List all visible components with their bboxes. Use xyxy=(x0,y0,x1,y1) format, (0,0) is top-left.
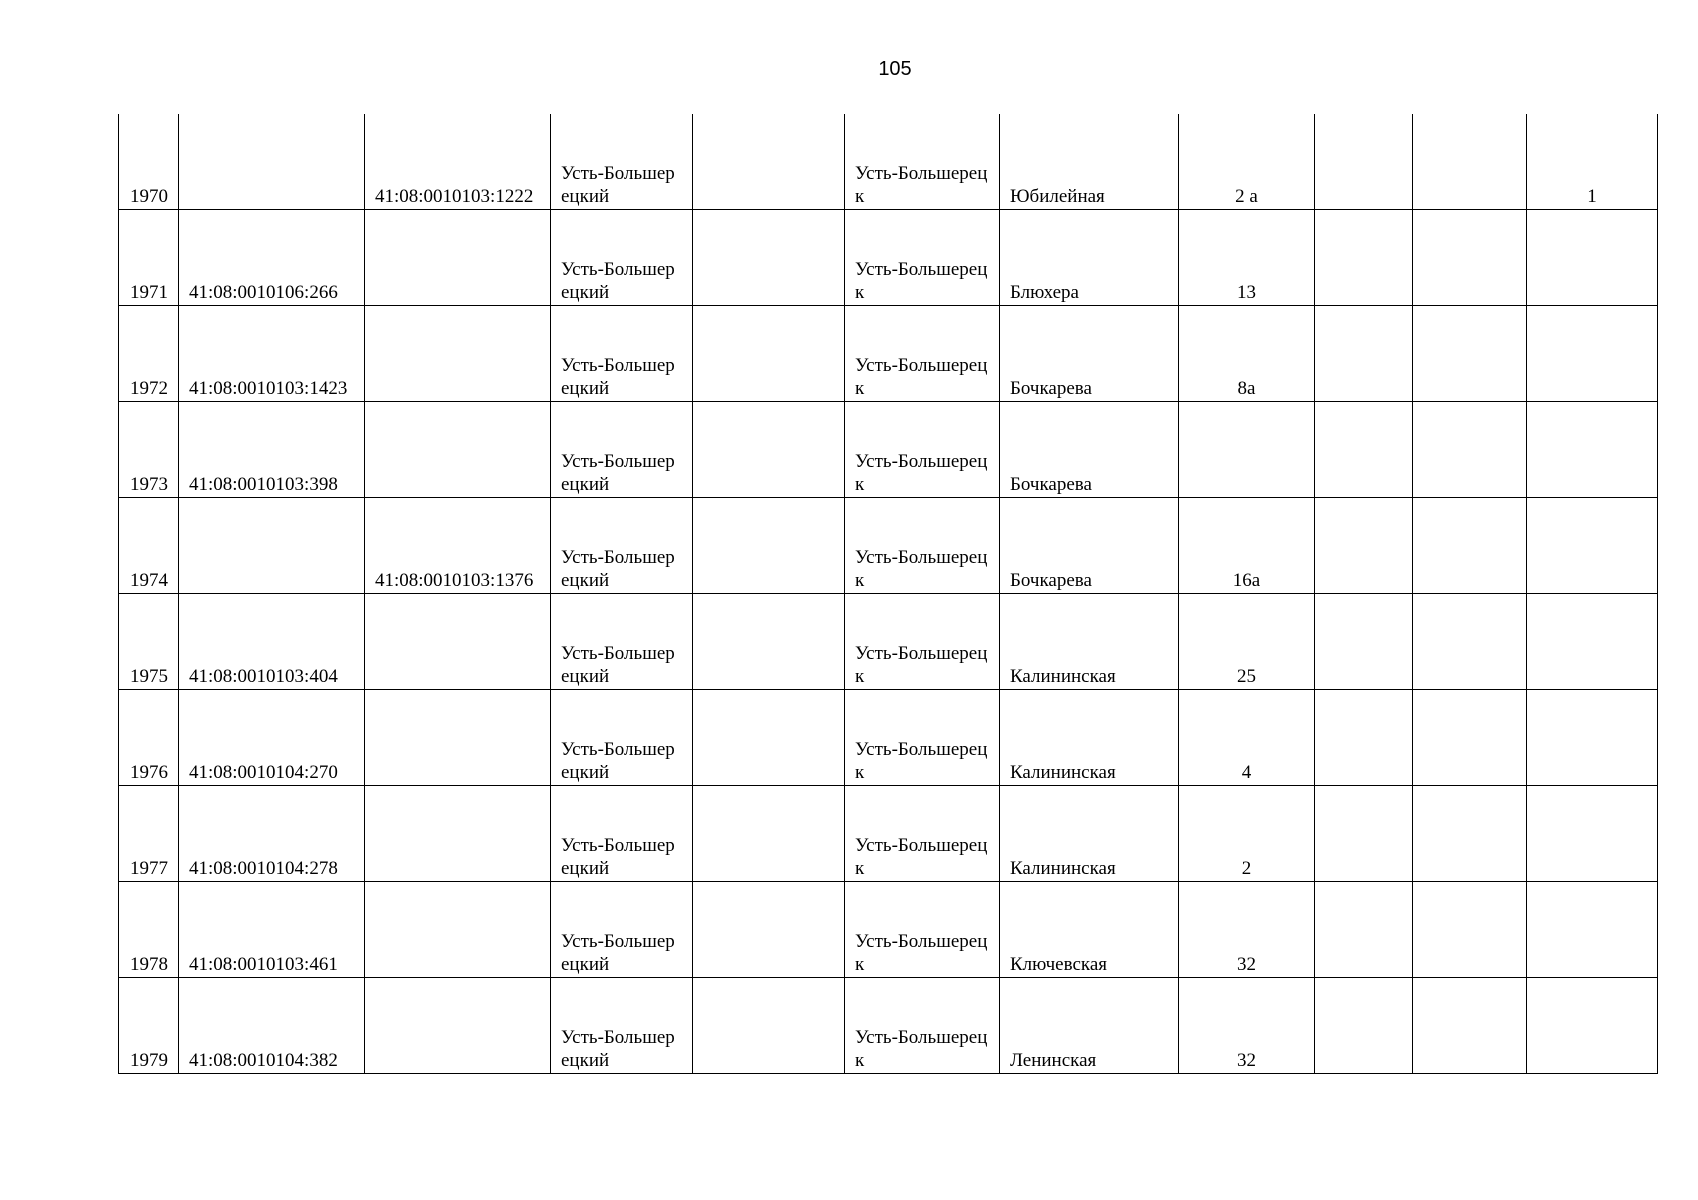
cell-settlement xyxy=(845,306,1000,402)
cell-row-number-text: 1971 xyxy=(130,282,168,303)
table-row xyxy=(119,882,1658,978)
cell-house xyxy=(1179,882,1315,978)
table-row xyxy=(119,306,1658,402)
cell-district xyxy=(551,306,693,402)
cell-settlement xyxy=(845,498,1000,594)
cell-apartment-text: 1 xyxy=(1587,186,1597,207)
cell-row-number xyxy=(119,786,179,882)
cell-cadastral-number-text: 41:08:0010104:278 xyxy=(189,858,338,879)
cell-empty xyxy=(693,690,845,786)
cell-settlement xyxy=(845,786,1000,882)
cell-row-number xyxy=(119,114,179,210)
page-number: 105 xyxy=(878,58,912,80)
cell-cadastral-number-alt xyxy=(365,306,551,402)
cell-empty xyxy=(693,594,845,690)
cell-street xyxy=(1000,786,1179,882)
cell-street-text: Калининская xyxy=(1010,858,1116,879)
cell-empty xyxy=(1315,306,1413,402)
cell-settlement xyxy=(845,210,1000,306)
cell-street-text: Блюхера xyxy=(1010,282,1079,303)
cell-district xyxy=(551,498,693,594)
cell-cadastral-number-alt-text: 41:08:0010103:1222 xyxy=(375,186,534,207)
cell-house-text: 13 xyxy=(1237,282,1256,303)
cell-street xyxy=(1000,690,1179,786)
cell-district-text: Усть-Большерецкий xyxy=(561,1027,675,1071)
cell-cadastral-number-alt xyxy=(365,210,551,306)
cell-cadastral-number xyxy=(179,210,365,306)
cell-empty xyxy=(1413,210,1527,306)
cell-empty xyxy=(1413,882,1527,978)
cell-cadastral-number xyxy=(179,498,365,594)
table-row xyxy=(119,690,1658,786)
cell-empty xyxy=(1315,978,1413,1074)
cell-house-text: 4 xyxy=(1241,762,1252,783)
cell-empty xyxy=(1315,594,1413,690)
cell-empty xyxy=(693,498,845,594)
cell-apartment xyxy=(1527,210,1658,306)
cell-cadastral-number-alt xyxy=(365,114,551,210)
cell-cadastral-number-text: 41:08:0010104:382 xyxy=(189,1050,338,1071)
cell-house-text: 32 xyxy=(1237,1050,1256,1071)
table-row xyxy=(119,978,1658,1074)
cell-district-text: Усть-Большерецкий xyxy=(561,451,675,495)
cell-settlement-text: Усть-Большерецк xyxy=(855,835,988,879)
cell-empty xyxy=(1413,114,1527,210)
cell-row-number xyxy=(119,498,179,594)
cell-empty xyxy=(693,978,845,1074)
cell-house xyxy=(1179,114,1315,210)
cell-empty xyxy=(1315,882,1413,978)
cell-cadastral-number-alt xyxy=(365,882,551,978)
cell-apartment xyxy=(1527,498,1658,594)
cell-street-text: Калининская xyxy=(1010,762,1116,783)
cell-street xyxy=(1000,306,1179,402)
table-body xyxy=(119,114,1658,1074)
cell-empty xyxy=(693,786,845,882)
cell-row-number-text: 1979 xyxy=(130,1050,168,1071)
cell-house xyxy=(1179,306,1315,402)
cell-settlement-text: Усть-Большерецк xyxy=(855,547,988,591)
cell-street xyxy=(1000,978,1179,1074)
cell-cadastral-number-text: 41:08:0010103:461 xyxy=(189,954,338,975)
cell-district-text: Усть-Большерецкий xyxy=(561,163,675,207)
cell-settlement-text: Усть-Большерецк xyxy=(855,643,988,687)
cell-empty xyxy=(1413,498,1527,594)
cell-apartment xyxy=(1527,786,1658,882)
cell-cadastral-number xyxy=(179,114,365,210)
cell-row-number xyxy=(119,978,179,1074)
cell-empty xyxy=(1413,306,1527,402)
cell-apartment xyxy=(1527,114,1658,210)
cell-settlement-text: Усть-Большерецк xyxy=(855,163,988,207)
cell-settlement xyxy=(845,690,1000,786)
cell-empty xyxy=(1413,786,1527,882)
cell-district-text: Усть-Большерецкий xyxy=(561,355,675,399)
cell-house xyxy=(1179,786,1315,882)
cell-settlement xyxy=(845,114,1000,210)
cell-district-text: Усть-Большерецкий xyxy=(561,739,675,783)
cell-district xyxy=(551,402,693,498)
cell-empty xyxy=(693,402,845,498)
cell-empty xyxy=(693,210,845,306)
cell-empty xyxy=(1413,978,1527,1074)
cell-cadastral-number xyxy=(179,786,365,882)
cell-empty xyxy=(1315,786,1413,882)
cell-district xyxy=(551,690,693,786)
cell-empty xyxy=(1413,402,1527,498)
cell-district xyxy=(551,594,693,690)
cell-street xyxy=(1000,882,1179,978)
property-registry-table xyxy=(118,114,1658,1074)
cell-cadastral-number-alt xyxy=(365,978,551,1074)
cell-empty xyxy=(1315,402,1413,498)
cell-apartment xyxy=(1527,978,1658,1074)
cell-apartment xyxy=(1527,594,1658,690)
cell-house-text: 2 xyxy=(1241,858,1252,879)
cell-cadastral-number xyxy=(179,402,365,498)
cell-cadastral-number xyxy=(179,690,365,786)
cell-empty xyxy=(1315,114,1413,210)
cell-empty xyxy=(693,114,845,210)
cell-empty xyxy=(1413,594,1527,690)
table-row xyxy=(119,594,1658,690)
table-row xyxy=(119,786,1658,882)
cell-district-text: Усть-Большерецкий xyxy=(561,547,675,591)
cell-apartment xyxy=(1527,690,1658,786)
cell-row-number-text: 1977 xyxy=(130,858,168,879)
cell-house xyxy=(1179,402,1315,498)
cell-empty xyxy=(1315,498,1413,594)
cell-cadastral-number-text: 41:08:0010104:270 xyxy=(189,762,338,783)
cell-empty xyxy=(1315,690,1413,786)
cell-cadastral-number-text: 41:08:0010103:398 xyxy=(189,474,338,495)
cell-district-text: Усть-Большерецкий xyxy=(561,259,675,303)
cell-cadastral-number xyxy=(179,978,365,1074)
cell-district xyxy=(551,786,693,882)
cell-house-text: 16а xyxy=(1232,570,1261,591)
cell-district xyxy=(551,210,693,306)
cell-cadastral-number-alt xyxy=(365,594,551,690)
cell-cadastral-number-text: 41:08:0010103:1423 xyxy=(189,378,348,399)
cell-district-text: Усть-Большерецкий xyxy=(561,931,675,975)
table-row xyxy=(119,114,1658,210)
cell-settlement-text: Усть-Большерецк xyxy=(855,451,988,495)
cell-district xyxy=(551,114,693,210)
cell-street xyxy=(1000,498,1179,594)
cell-cadastral-number-alt xyxy=(365,498,551,594)
cell-cadastral-number-alt xyxy=(365,786,551,882)
cell-settlement-text: Усть-Большерецк xyxy=(855,1027,988,1071)
cell-house xyxy=(1179,594,1315,690)
cell-district-text: Усть-Большерецкий xyxy=(561,835,675,879)
cell-cadastral-number xyxy=(179,306,365,402)
table-row xyxy=(119,210,1658,306)
cell-cadastral-number-text: 41:08:0010106:266 xyxy=(189,282,338,303)
cell-cadastral-number xyxy=(179,882,365,978)
cell-street xyxy=(1000,210,1179,306)
cell-house-text: 8а xyxy=(1237,378,1256,399)
cell-settlement-text: Усть-Большерецк xyxy=(855,355,988,399)
cell-street xyxy=(1000,402,1179,498)
cell-house-text: 32 xyxy=(1237,954,1256,975)
cell-settlement-text: Усть-Большерецк xyxy=(855,931,988,975)
cell-district-text: Усть-Большерецкий xyxy=(561,643,675,687)
cell-row-number xyxy=(119,306,179,402)
cell-district xyxy=(551,882,693,978)
cell-row-number-text: 1975 xyxy=(130,666,168,687)
cell-row-number xyxy=(119,690,179,786)
cell-apartment xyxy=(1527,882,1658,978)
cell-district xyxy=(551,978,693,1074)
cell-cadastral-number xyxy=(179,594,365,690)
cell-settlement xyxy=(845,978,1000,1074)
cell-empty xyxy=(1315,210,1413,306)
cell-cadastral-number-alt xyxy=(365,402,551,498)
cell-cadastral-number-alt xyxy=(365,690,551,786)
cell-house xyxy=(1179,210,1315,306)
cell-settlement xyxy=(845,882,1000,978)
cell-street-text: Ключевская xyxy=(1010,954,1108,975)
cell-cadastral-number-text: 41:08:0010103:404 xyxy=(189,666,338,687)
cell-empty xyxy=(693,882,845,978)
cell-house xyxy=(1179,690,1315,786)
cell-row-number xyxy=(119,210,179,306)
cell-street xyxy=(1000,594,1179,690)
cell-settlement xyxy=(845,402,1000,498)
cell-row-number-text: 1978 xyxy=(130,954,168,975)
cell-settlement-text: Усть-Большерецк xyxy=(855,739,988,783)
cell-house xyxy=(1179,498,1315,594)
cell-street-text: Бочкарева xyxy=(1010,570,1092,591)
table-row xyxy=(119,402,1658,498)
cell-settlement xyxy=(845,594,1000,690)
cell-row-number-text: 1972 xyxy=(130,378,168,399)
cell-row-number-text: 1970 xyxy=(130,186,168,207)
cell-street-text: Бочкарева xyxy=(1010,474,1092,495)
cell-row-number xyxy=(119,402,179,498)
cell-apartment xyxy=(1527,306,1658,402)
cell-house xyxy=(1179,978,1315,1074)
cell-row-number-text: 1976 xyxy=(130,762,168,783)
cell-street-text: Ленинская xyxy=(1010,1050,1097,1071)
cell-empty xyxy=(1413,690,1527,786)
cell-row-number xyxy=(119,882,179,978)
cell-row-number xyxy=(119,594,179,690)
cell-house-text: 2 а xyxy=(1235,186,1258,207)
cell-settlement-text: Усть-Большерецк xyxy=(855,259,988,303)
cell-street-text: Юбилейная xyxy=(1010,186,1105,207)
cell-empty xyxy=(693,306,845,402)
cell-street-text: Бочкарева xyxy=(1010,378,1092,399)
cell-cadastral-number-alt-text: 41:08:0010103:1376 xyxy=(375,570,534,591)
cell-street-text: Калининская xyxy=(1010,666,1116,687)
cell-house-text: 25 xyxy=(1237,666,1256,687)
cell-row-number-text: 1974 xyxy=(130,570,168,591)
table-row xyxy=(119,498,1658,594)
cell-row-number-text: 1973 xyxy=(130,474,168,495)
cell-apartment xyxy=(1527,402,1658,498)
cell-street xyxy=(1000,114,1179,210)
